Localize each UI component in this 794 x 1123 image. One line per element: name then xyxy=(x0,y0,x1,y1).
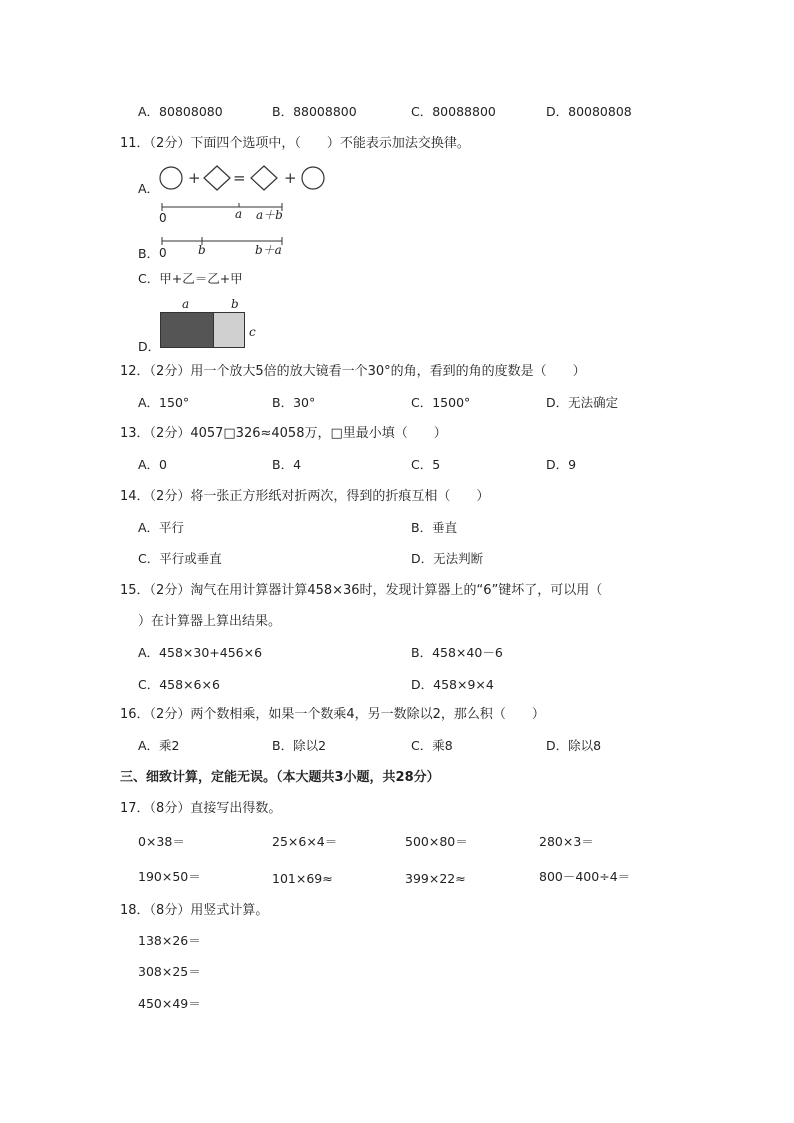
line2-zero: 0 xyxy=(159,246,167,260)
q17-item-2: 25×6×4＝ xyxy=(272,834,338,849)
q16-option-c: C．乘8 xyxy=(411,738,453,753)
rectangle-figure xyxy=(160,312,250,352)
q12-option-c: C．1500° xyxy=(411,395,471,410)
q12-option-d: D．无法确定 xyxy=(546,395,619,410)
line2-sum: b＋a xyxy=(255,243,282,257)
shapes-equation xyxy=(158,164,333,194)
q13-option-c: C．5 xyxy=(411,457,441,472)
diamond-shape-1 xyxy=(204,166,230,190)
q17-item-3: 500×80＝ xyxy=(405,834,468,849)
q14-option-b: B．垂直 xyxy=(411,520,458,535)
q14-option-a: A．平行 xyxy=(138,520,185,535)
q14-option-c: C．平行或垂直 xyxy=(138,551,222,566)
line1-zero: 0 xyxy=(159,211,167,225)
q12-option-a: A．150° xyxy=(138,395,190,410)
rect-label-b: b xyxy=(231,297,239,311)
q18-stem: 18．（8分）用竖式计算。 xyxy=(120,903,269,918)
q16-stem: 16．（2分）两个数相乘，如果一个数乘4，另一数除以2，那么积（ ） xyxy=(120,707,545,722)
plus-sign-1: + xyxy=(188,169,201,187)
rect-label-a: a xyxy=(182,297,190,311)
equals-sign: = xyxy=(233,169,246,187)
q17-item-6: 101×69≈ xyxy=(272,871,333,886)
dark-rect xyxy=(161,313,214,348)
plus-sign-2: + xyxy=(284,169,297,187)
q15-option-b: B．458×40－6 xyxy=(411,645,503,660)
q13-option-b: B．4 xyxy=(272,457,302,472)
light-rect xyxy=(214,313,245,348)
q11-stem: 11．（2分）下面四个选项中，（ ）不能表示加法交换律。 xyxy=(120,136,470,151)
q15-option-a: A．458×30+456×6 xyxy=(138,645,263,660)
circle-shape-1 xyxy=(160,167,182,189)
q15-option-c: C．458×6×6 xyxy=(138,677,220,692)
q17-item-7: 399×22≈ xyxy=(405,871,466,886)
q16-option-a: A．乘2 xyxy=(138,738,180,753)
q17-stem: 17．（8分）直接写出得数。 xyxy=(120,801,282,816)
q14-stem: 14．（2分）将一张正方形纸对折两次，得到的折痕互相（ ） xyxy=(120,489,490,504)
q15-stem-line1: 15．（2分）淘气在用计算器计算458×36时，发现计算器上的“6”键坏了，可以用（ xyxy=(120,583,603,598)
q18-item-1: 138×26＝ xyxy=(138,933,201,948)
q13-option-d: D．9 xyxy=(546,457,577,472)
q13-option-a: A．0 xyxy=(138,457,168,472)
q12-stem: 12．（2分）用一个放大5倍的放大镜看一个30°的角，看到的角的度数是（ ） xyxy=(120,364,586,379)
q17-item-5: 190×50＝ xyxy=(138,869,201,884)
q11-option-c: C．甲+乙＝乙+甲 xyxy=(138,271,243,286)
q18-item-2: 308×25＝ xyxy=(138,964,201,979)
q10-option-a: A．80808080 xyxy=(138,104,223,119)
q11-label-b: B． xyxy=(138,246,160,261)
q13-stem: 13．（2分）4057□326≈4058万，□里最小填（ ） xyxy=(120,426,447,441)
q14-option-d: D．无法判断 xyxy=(411,551,484,566)
q12-option-b: B．30° xyxy=(272,395,316,410)
q10-option-b: B．88008800 xyxy=(272,104,357,119)
q16-option-d: D．除以8 xyxy=(546,738,602,753)
q10-option-c: C．80088800 xyxy=(411,104,496,119)
line2-b: b xyxy=(198,243,206,257)
q17-item-8: 800－400÷4＝ xyxy=(539,869,631,884)
q18-item-3: 450×49＝ xyxy=(138,996,201,1011)
q16-option-b: B．除以2 xyxy=(272,738,327,753)
rect-label-c: c xyxy=(249,325,256,339)
circle-shape-2 xyxy=(302,167,324,189)
section-3-heading: 三、细致计算，定能无误。（本大题共3小题，共28分） xyxy=(120,770,440,785)
q11-label-a: A． xyxy=(138,181,160,196)
line1-a: a xyxy=(235,207,243,221)
q17-item-1: 0×38＝ xyxy=(138,834,185,849)
q15-option-d: D．458×9×4 xyxy=(411,677,494,692)
q11-label-d: D． xyxy=(138,339,161,354)
q17-item-4: 280×3＝ xyxy=(539,834,594,849)
diamond-shape-2 xyxy=(251,166,277,190)
q10-option-d: D．80080808 xyxy=(546,104,632,119)
line1-sum: a＋b xyxy=(256,208,283,222)
q15-stem-line2: ）在计算器上算出结果。 xyxy=(138,614,282,629)
